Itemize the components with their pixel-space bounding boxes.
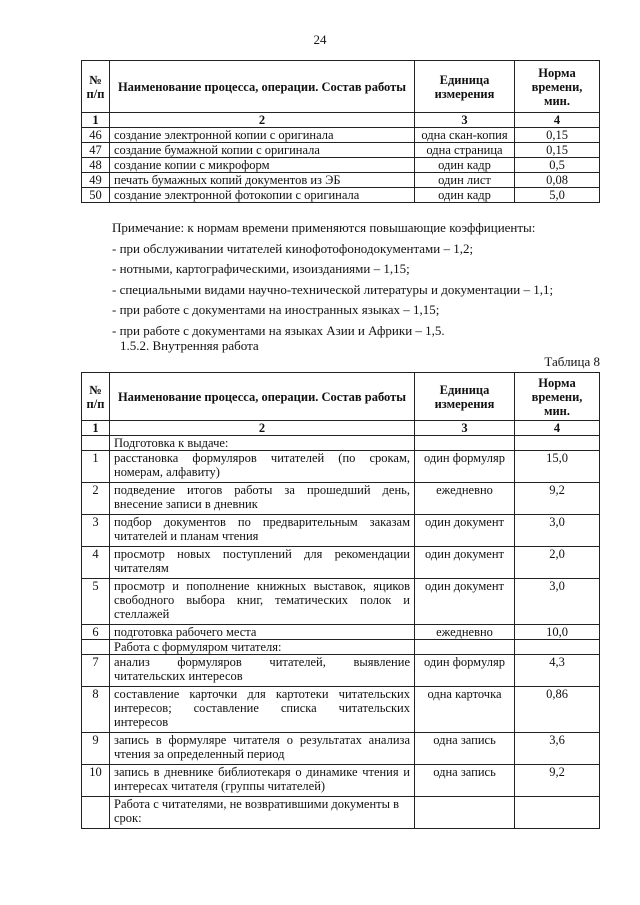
header-num: № п/п <box>82 61 110 113</box>
unit-cell: ежедневно <box>415 483 515 515</box>
row-number: 8 <box>82 687 110 733</box>
empty-cell <box>82 797 110 829</box>
group-title: Работа с формуляром читателя: <box>110 640 415 655</box>
row-number: 9 <box>82 733 110 765</box>
row-number: 2 <box>82 483 110 515</box>
norm-cell: 0,15 <box>515 143 600 158</box>
norm-cell: 0,5 <box>515 158 600 173</box>
row-number: 46 <box>82 128 110 143</box>
norm-cell: 2,0 <box>515 547 600 579</box>
norm-cell: 9,2 <box>515 483 600 515</box>
unit-cell: один формуляр <box>415 655 515 687</box>
table-row <box>82 765 600 797</box>
operation-name: анализ формуляров читателей, выявление читательских интересов <box>110 655 415 687</box>
operation-name: составление карточки для картотеки читательских интересов; составление списка читательских интересов <box>110 687 415 733</box>
empty-cell <box>515 640 600 655</box>
row-number: 4 <box>82 547 110 579</box>
empty-cell <box>415 436 515 451</box>
empty-cell <box>82 640 110 655</box>
row-number: 49 <box>82 173 110 188</box>
col-number: 3 <box>415 421 515 436</box>
table-row <box>82 733 600 765</box>
section-title: 1.5.2. Внутренняя работа <box>120 338 259 353</box>
header-unit: Единица измерения <box>415 61 515 113</box>
col-number: 3 <box>415 113 515 128</box>
col-number: 1 <box>82 421 110 436</box>
col-number: 4 <box>515 113 600 128</box>
unit-cell: один кадр <box>415 188 515 203</box>
header-norm: Норма времени, мин. <box>515 61 600 113</box>
norm-cell: 3,6 <box>515 733 600 765</box>
operation-name: печать бумажных копий документов из ЭБ <box>110 173 415 188</box>
unit-cell: один лист <box>415 173 515 188</box>
empty-cell <box>82 436 110 451</box>
note-line: - нотными, картографическими, изоизданиями – 1,15; <box>112 261 410 276</box>
table-row <box>82 483 600 515</box>
group-row <box>82 797 600 829</box>
unit-cell: одна скан-копия <box>415 128 515 143</box>
empty-cell <box>515 797 600 829</box>
table-row <box>82 687 600 733</box>
empty-cell <box>415 640 515 655</box>
norm-cell: 0,86 <box>515 687 600 733</box>
group-title: Подготовка к выдаче: <box>110 436 415 451</box>
note-line: Примечание: к нормам времени применяются повышающие коэффициенты: <box>112 220 536 235</box>
table-row <box>82 143 600 158</box>
operation-name: подготовка рабочего места <box>110 625 415 640</box>
empty-cell <box>515 436 600 451</box>
operation-name: запись в формуляре читателя о результатах анализа чтения за определенный период <box>110 733 415 765</box>
page-number: 24 <box>313 32 327 47</box>
group-row <box>82 436 600 451</box>
operation-name: просмотр и пополнение книжных выставок, яциков свободного выбора книг, тематических полок и стеллажей <box>110 579 415 625</box>
operation-name: запись в дневнике библиотекаря о динамике чтения и интересах читателя (группы читателей) <box>110 765 415 797</box>
note-line: - при обслуживании читателей кинофотофонодокументами – 1,2; <box>112 240 474 256</box>
table-row <box>82 451 600 483</box>
table-row <box>82 515 600 547</box>
unit-cell: ежедневно <box>415 625 515 640</box>
unit-cell: один документ <box>415 579 515 625</box>
col-number: 2 <box>110 113 415 128</box>
note-line: - при работе с документами на иностранных языках – 1,15; <box>112 302 440 317</box>
operation-name: расстановка формуляров читателей (по срокам, номерам, алфавиту) <box>110 451 415 483</box>
table-row <box>82 625 600 640</box>
unit-cell: один документ <box>415 515 515 547</box>
table-row <box>82 158 600 173</box>
norm-cell: 3,0 <box>515 579 600 625</box>
note-block <box>112 218 602 341</box>
unit-cell: одна страница <box>415 143 515 158</box>
table-row <box>82 579 600 625</box>
row-number: 48 <box>82 158 110 173</box>
note-line: - специальными видами научно-технической литературы и документации – 1,1; <box>112 281 554 297</box>
norm-cell: 4,3 <box>515 655 600 687</box>
norm-cell: 9,2 <box>515 765 600 797</box>
unit-cell: один формуляр <box>415 451 515 483</box>
norm-cell: 5,0 <box>515 188 600 203</box>
operation-name: создание копии с микроформ <box>110 158 415 173</box>
col-number: 1 <box>82 113 110 128</box>
col-number: 4 <box>515 421 600 436</box>
col-number: 2 <box>110 421 415 436</box>
table-label: Таблица 8 <box>544 354 600 369</box>
unit-cell: одна запись <box>415 765 515 797</box>
table-row <box>82 173 600 188</box>
table-row <box>82 547 600 579</box>
row-number: 1 <box>82 451 110 483</box>
row-number: 10 <box>82 765 110 797</box>
operation-name: создание электронной фотокопии с оригинала <box>110 188 415 203</box>
group-title: Работа с читателями, не возвратившими документы в срок: <box>110 797 415 829</box>
norm-cell: 3,0 <box>515 515 600 547</box>
norms-table-continued <box>81 60 600 203</box>
unit-cell: один документ <box>415 547 515 579</box>
row-number: 47 <box>82 143 110 158</box>
norm-cell: 0,15 <box>515 128 600 143</box>
operation-name: подбор документов по предварительным заказам читателей и планам чтения <box>110 515 415 547</box>
header-name: Наименование процесса, операции. Состав работы <box>110 373 415 421</box>
unit-cell: одна запись <box>415 733 515 765</box>
norm-cell: 15,0 <box>515 451 600 483</box>
norm-cell: 10,0 <box>515 625 600 640</box>
row-number: 6 <box>82 625 110 640</box>
operation-name: создание электронной копии с оригинала <box>110 128 415 143</box>
table-row <box>82 655 600 687</box>
row-number: 50 <box>82 188 110 203</box>
unit-cell: одна карточка <box>415 687 515 733</box>
note-line: - при работе с документами на языках Азии и Африки – 1,5. <box>112 322 445 338</box>
operation-name: просмотр новых поступлений для рекомендации читателям <box>110 547 415 579</box>
header-unit: Единица измерения <box>415 373 515 421</box>
table-row <box>82 128 600 143</box>
operation-name: подведение итогов работы за прошедший день, внесение записи в дневник <box>110 483 415 515</box>
header-name: Наименование процесса, операции. Состав работы <box>110 61 415 113</box>
internal-work-table <box>81 372 600 829</box>
header-norm: Норма времени, мин. <box>515 373 600 421</box>
unit-cell: один кадр <box>415 158 515 173</box>
operation-name: создание бумажной копии с оригинала <box>110 143 415 158</box>
row-number: 3 <box>82 515 110 547</box>
table-row <box>82 188 600 203</box>
header-num: № п/п <box>82 373 110 421</box>
norm-cell: 0,08 <box>515 173 600 188</box>
row-number: 5 <box>82 579 110 625</box>
row-number: 7 <box>82 655 110 687</box>
group-row <box>82 640 600 655</box>
empty-cell <box>415 797 515 829</box>
